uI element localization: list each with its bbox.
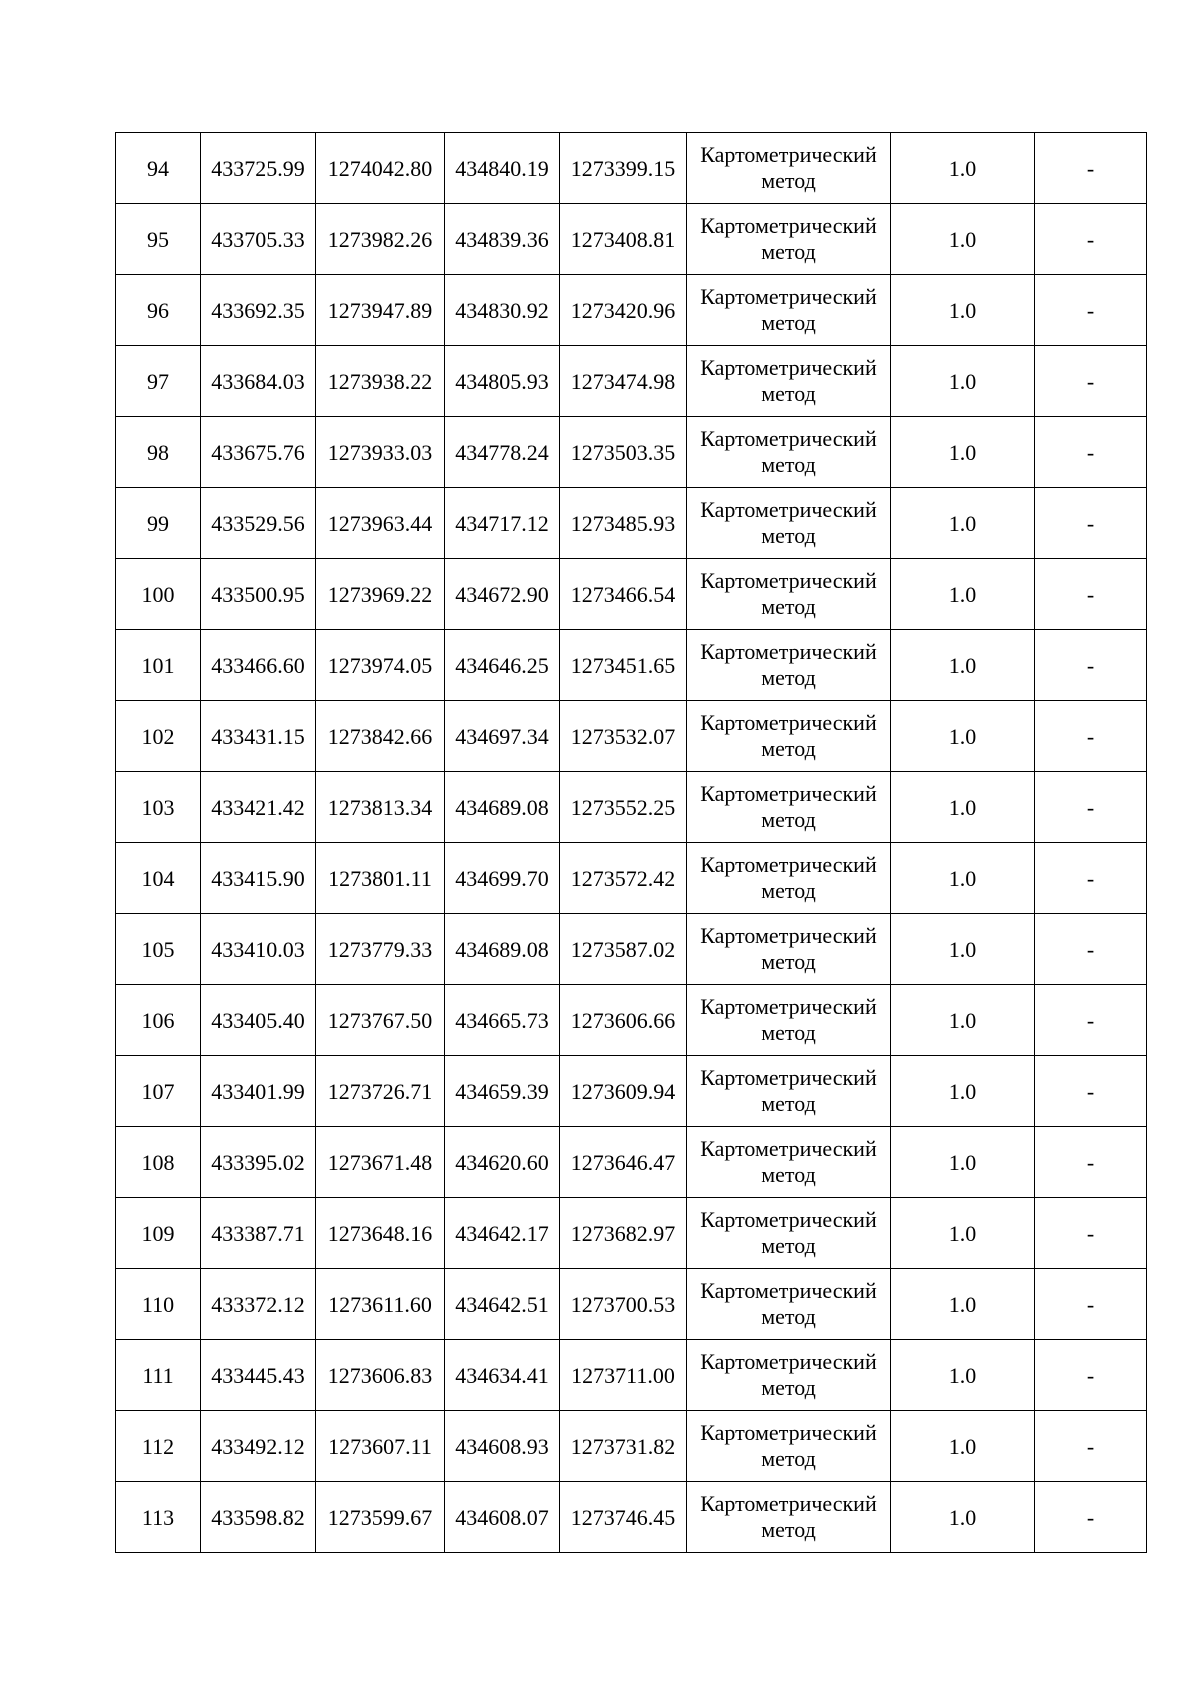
method-cell	[687, 346, 891, 417]
y-coordinate-new-cell: 1273408.81	[560, 204, 687, 275]
note-cell: -	[1035, 914, 1147, 985]
note-cell: -	[1035, 204, 1147, 275]
point-number-cell: 99	[116, 488, 201, 559]
accuracy-cell: 1.0	[891, 630, 1035, 701]
table-row	[116, 559, 1147, 630]
y-coordinate-new-cell: 1273700.53	[560, 1269, 687, 1340]
y-coordinate-new-cell: 1273466.54	[560, 559, 687, 630]
method-label-line2: метод	[761, 1517, 816, 1542]
table-row	[116, 133, 1147, 204]
y-coordinate-old-cell: 1273767.50	[316, 985, 445, 1056]
accuracy-cell: 1.0	[891, 559, 1035, 630]
y-coordinate-new-cell: 1273532.07	[560, 701, 687, 772]
table-row	[116, 1056, 1147, 1127]
point-number-cell: 107	[116, 1056, 201, 1127]
table-row	[116, 985, 1147, 1056]
accuracy-cell: 1.0	[891, 1340, 1035, 1411]
accuracy-cell: 1.0	[891, 488, 1035, 559]
method-label-line2: метод	[761, 1375, 816, 1400]
x-coordinate-old-cell: 433415.90	[201, 843, 316, 914]
x-coordinate-new-cell: 434778.24	[445, 417, 560, 488]
method-label-line1: Картометрический	[700, 497, 877, 522]
x-coordinate-old-cell: 433675.76	[201, 417, 316, 488]
x-coordinate-old-cell: 433372.12	[201, 1269, 316, 1340]
method-label-line2: метод	[761, 665, 816, 690]
x-coordinate-old-cell: 433725.99	[201, 133, 316, 204]
point-number-cell: 97	[116, 346, 201, 417]
x-coordinate-new-cell: 434699.70	[445, 843, 560, 914]
table-body	[116, 133, 1147, 1553]
note-cell: -	[1035, 133, 1147, 204]
x-coordinate-new-cell: 434672.90	[445, 559, 560, 630]
x-coordinate-old-cell: 433529.56	[201, 488, 316, 559]
point-number-cell: 108	[116, 1127, 201, 1198]
point-number-cell: 110	[116, 1269, 201, 1340]
method-cell	[687, 559, 891, 630]
table-row	[116, 701, 1147, 772]
x-coordinate-new-cell: 434805.93	[445, 346, 560, 417]
method-label-line2: метод	[761, 1020, 816, 1045]
x-coordinate-new-cell: 434830.92	[445, 275, 560, 346]
method-cell	[687, 417, 891, 488]
accuracy-cell: 1.0	[891, 701, 1035, 772]
point-number-cell: 111	[116, 1340, 201, 1411]
method-label-line1: Картометрический	[700, 1207, 877, 1232]
point-number-cell: 109	[116, 1198, 201, 1269]
note-cell: -	[1035, 1198, 1147, 1269]
note-cell: -	[1035, 1411, 1147, 1482]
method-cell	[687, 1340, 891, 1411]
method-cell	[687, 1056, 891, 1127]
y-coordinate-old-cell: 1273933.03	[316, 417, 445, 488]
method-label-line2: метод	[761, 1162, 816, 1187]
point-number-cell: 95	[116, 204, 201, 275]
x-coordinate-old-cell: 433598.82	[201, 1482, 316, 1553]
y-coordinate-old-cell: 1273779.33	[316, 914, 445, 985]
method-label-line1: Картометрический	[700, 923, 877, 948]
note-cell: -	[1035, 630, 1147, 701]
y-coordinate-old-cell: 1273813.34	[316, 772, 445, 843]
method-cell	[687, 843, 891, 914]
method-label-line2: метод	[761, 452, 816, 477]
method-label-line2: метод	[761, 1304, 816, 1329]
y-coordinate-new-cell: 1273731.82	[560, 1411, 687, 1482]
note-cell: -	[1035, 1127, 1147, 1198]
method-label-line2: метод	[761, 807, 816, 832]
note-cell: -	[1035, 701, 1147, 772]
method-label-line1: Картометрический	[700, 852, 877, 877]
y-coordinate-old-cell: 1273607.11	[316, 1411, 445, 1482]
x-coordinate-new-cell: 434689.08	[445, 914, 560, 985]
y-coordinate-new-cell: 1273646.47	[560, 1127, 687, 1198]
y-coordinate-new-cell: 1273682.97	[560, 1198, 687, 1269]
point-number-cell: 104	[116, 843, 201, 914]
table-row	[116, 914, 1147, 985]
point-number-cell: 106	[116, 985, 201, 1056]
accuracy-cell: 1.0	[891, 772, 1035, 843]
table-row	[116, 1482, 1147, 1553]
y-coordinate-old-cell: 1273801.11	[316, 843, 445, 914]
table-row	[116, 1127, 1147, 1198]
method-cell	[687, 701, 891, 772]
point-number-cell: 105	[116, 914, 201, 985]
method-cell	[687, 488, 891, 559]
y-coordinate-new-cell: 1273746.45	[560, 1482, 687, 1553]
x-coordinate-old-cell: 433684.03	[201, 346, 316, 417]
method-label-line1: Картометрический	[700, 142, 877, 167]
x-coordinate-old-cell: 433395.02	[201, 1127, 316, 1198]
point-number-cell: 112	[116, 1411, 201, 1482]
method-cell	[687, 275, 891, 346]
point-number-cell: 103	[116, 772, 201, 843]
y-coordinate-old-cell: 1273599.67	[316, 1482, 445, 1553]
method-label-line1: Картометрический	[700, 1349, 877, 1374]
note-cell: -	[1035, 275, 1147, 346]
x-coordinate-old-cell: 433705.33	[201, 204, 316, 275]
x-coordinate-old-cell: 433401.99	[201, 1056, 316, 1127]
note-cell: -	[1035, 559, 1147, 630]
method-label-line2: метод	[761, 1233, 816, 1258]
y-coordinate-new-cell: 1273606.66	[560, 985, 687, 1056]
method-label-line2: метод	[761, 1446, 816, 1471]
x-coordinate-new-cell: 434689.08	[445, 772, 560, 843]
x-coordinate-new-cell: 434608.93	[445, 1411, 560, 1482]
point-number-cell: 96	[116, 275, 201, 346]
accuracy-cell: 1.0	[891, 914, 1035, 985]
y-coordinate-old-cell: 1273648.16	[316, 1198, 445, 1269]
method-label-line2: метод	[761, 310, 816, 335]
note-cell: -	[1035, 985, 1147, 1056]
method-label-line1: Картометрический	[700, 1278, 877, 1303]
table-row	[116, 630, 1147, 701]
accuracy-cell: 1.0	[891, 843, 1035, 914]
table-row	[116, 1411, 1147, 1482]
y-coordinate-new-cell: 1273503.35	[560, 417, 687, 488]
method-label-line1: Картометрический	[700, 710, 877, 735]
point-number-cell: 100	[116, 559, 201, 630]
y-coordinate-old-cell: 1273969.22	[316, 559, 445, 630]
x-coordinate-old-cell: 433387.71	[201, 1198, 316, 1269]
method-label-line2: метод	[761, 381, 816, 406]
method-label-line1: Картометрический	[700, 1065, 877, 1090]
point-number-cell: 113	[116, 1482, 201, 1553]
method-label-line2: метод	[761, 168, 816, 193]
method-label-line1: Картометрический	[700, 1491, 877, 1516]
method-label-line1: Картометрический	[700, 426, 877, 451]
note-cell: -	[1035, 1056, 1147, 1127]
accuracy-cell: 1.0	[891, 1269, 1035, 1340]
accuracy-cell: 1.0	[891, 1127, 1035, 1198]
x-coordinate-old-cell: 433445.43	[201, 1340, 316, 1411]
table-row	[116, 275, 1147, 346]
y-coordinate-new-cell: 1273552.25	[560, 772, 687, 843]
method-cell	[687, 914, 891, 985]
x-coordinate-new-cell: 434665.73	[445, 985, 560, 1056]
accuracy-cell: 1.0	[891, 346, 1035, 417]
y-coordinate-new-cell: 1273711.00	[560, 1340, 687, 1411]
method-cell	[687, 1482, 891, 1553]
point-number-cell: 101	[116, 630, 201, 701]
method-cell	[687, 772, 891, 843]
method-label-line2: метод	[761, 594, 816, 619]
point-number-cell: 98	[116, 417, 201, 488]
y-coordinate-new-cell: 1273399.15	[560, 133, 687, 204]
accuracy-cell: 1.0	[891, 985, 1035, 1056]
method-label-line1: Картометрический	[700, 213, 877, 238]
x-coordinate-new-cell: 434717.12	[445, 488, 560, 559]
note-cell: -	[1035, 346, 1147, 417]
method-label-line1: Картометрический	[700, 568, 877, 593]
method-cell	[687, 630, 891, 701]
note-cell: -	[1035, 1340, 1147, 1411]
accuracy-cell: 1.0	[891, 417, 1035, 488]
table-row	[116, 204, 1147, 275]
x-coordinate-old-cell: 433405.40	[201, 985, 316, 1056]
table-row	[116, 346, 1147, 417]
method-label-line2: метод	[761, 523, 816, 548]
y-coordinate-new-cell: 1273420.96	[560, 275, 687, 346]
x-coordinate-new-cell: 434659.39	[445, 1056, 560, 1127]
point-number-cell: 94	[116, 133, 201, 204]
x-coordinate-old-cell: 433410.03	[201, 914, 316, 985]
x-coordinate-new-cell: 434697.34	[445, 701, 560, 772]
method-label-line2: метод	[761, 239, 816, 264]
accuracy-cell: 1.0	[891, 275, 1035, 346]
y-coordinate-new-cell: 1273451.65	[560, 630, 687, 701]
y-coordinate-old-cell: 1273947.89	[316, 275, 445, 346]
method-cell	[687, 133, 891, 204]
method-label-line1: Картометрический	[700, 639, 877, 664]
accuracy-cell: 1.0	[891, 1482, 1035, 1553]
method-cell	[687, 1269, 891, 1340]
x-coordinate-old-cell: 433466.60	[201, 630, 316, 701]
y-coordinate-old-cell: 1273982.26	[316, 204, 445, 275]
method-cell	[687, 1127, 891, 1198]
coordinates-table	[115, 132, 1147, 1553]
y-coordinate-old-cell: 1273671.48	[316, 1127, 445, 1198]
x-coordinate-new-cell: 434646.25	[445, 630, 560, 701]
x-coordinate-old-cell: 433431.15	[201, 701, 316, 772]
method-cell	[687, 1198, 891, 1269]
x-coordinate-new-cell: 434642.17	[445, 1198, 560, 1269]
table-row	[116, 1198, 1147, 1269]
x-coordinate-new-cell: 434608.07	[445, 1482, 560, 1553]
method-label-line1: Картометрический	[700, 284, 877, 309]
x-coordinate-new-cell: 434839.36	[445, 204, 560, 275]
note-cell: -	[1035, 843, 1147, 914]
accuracy-cell: 1.0	[891, 1056, 1035, 1127]
y-coordinate-new-cell: 1273474.98	[560, 346, 687, 417]
accuracy-cell: 1.0	[891, 133, 1035, 204]
x-coordinate-new-cell: 434634.41	[445, 1340, 560, 1411]
method-cell	[687, 985, 891, 1056]
method-label-line2: метод	[761, 736, 816, 761]
y-coordinate-new-cell: 1273485.93	[560, 488, 687, 559]
y-coordinate-old-cell: 1273974.05	[316, 630, 445, 701]
y-coordinate-old-cell: 1273938.22	[316, 346, 445, 417]
note-cell: -	[1035, 1482, 1147, 1553]
note-cell: -	[1035, 417, 1147, 488]
table-row	[116, 772, 1147, 843]
point-number-cell: 102	[116, 701, 201, 772]
y-coordinate-new-cell: 1273609.94	[560, 1056, 687, 1127]
x-coordinate-old-cell: 433500.95	[201, 559, 316, 630]
x-coordinate-old-cell: 433692.35	[201, 275, 316, 346]
y-coordinate-old-cell: 1274042.80	[316, 133, 445, 204]
table-row	[116, 1340, 1147, 1411]
y-coordinate-new-cell: 1273572.42	[560, 843, 687, 914]
y-coordinate-old-cell: 1273842.66	[316, 701, 445, 772]
y-coordinate-old-cell: 1273606.83	[316, 1340, 445, 1411]
method-cell	[687, 204, 891, 275]
method-cell	[687, 1411, 891, 1482]
method-label-line1: Картометрический	[700, 355, 877, 380]
y-coordinate-new-cell: 1273587.02	[560, 914, 687, 985]
y-coordinate-old-cell: 1273726.71	[316, 1056, 445, 1127]
x-coordinate-new-cell: 434620.60	[445, 1127, 560, 1198]
accuracy-cell: 1.0	[891, 1198, 1035, 1269]
x-coordinate-new-cell: 434642.51	[445, 1269, 560, 1340]
method-label-line2: метод	[761, 878, 816, 903]
note-cell: -	[1035, 1269, 1147, 1340]
method-label-line2: метод	[761, 949, 816, 974]
x-coordinate-new-cell: 434840.19	[445, 133, 560, 204]
accuracy-cell: 1.0	[891, 1411, 1035, 1482]
x-coordinate-old-cell: 433421.42	[201, 772, 316, 843]
y-coordinate-old-cell: 1273611.60	[316, 1269, 445, 1340]
y-coordinate-old-cell: 1273963.44	[316, 488, 445, 559]
method-label-line1: Картометрический	[700, 1136, 877, 1161]
table-row	[116, 417, 1147, 488]
note-cell: -	[1035, 488, 1147, 559]
method-label-line2: метод	[761, 1091, 816, 1116]
note-cell: -	[1035, 772, 1147, 843]
accuracy-cell: 1.0	[891, 204, 1035, 275]
method-label-line1: Картометрический	[700, 994, 877, 1019]
table-row	[116, 843, 1147, 914]
table-row	[116, 1269, 1147, 1340]
method-label-line1: Картометрический	[700, 1420, 877, 1445]
method-label-line1: Картометрический	[700, 781, 877, 806]
x-coordinate-old-cell: 433492.12	[201, 1411, 316, 1482]
table-row	[116, 488, 1147, 559]
